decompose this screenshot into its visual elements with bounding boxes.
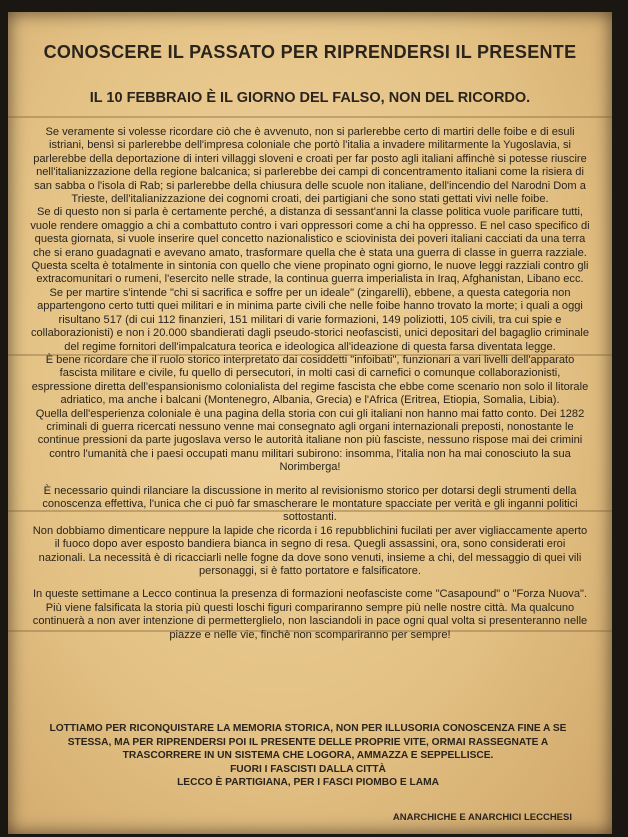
paragraph: In queste settimane a Lecco continua la presenza di formazioni neofasciste come "Casapound" o "Forza Nuova".	[32, 588, 588, 601]
paragraph: Se per martire s'intende "chi si sacrifica e soffre per un ideale" (zingarelli), ebbene, a questa categoria non appartengono certo tutti quei militari e in minima parte civili che nelle foibe hanno trovato la morte; i quali a oggi risultano 517 (di cui 112 finanzieri, 151 militari di varie formazioni, 149 poliziotti, 105 civili, tra cui spie e collaborazionisti) e non i 20.000 sbandierati dagli pseudo-storici neofascisti, unici depositari del bagaglio criminale del regime fornitori dell'impalcatura teorica e ideologica all'ideazione di questa farsa diventata legge.	[30, 286, 590, 353]
closing-line: FUORI I FASCISTI DALLA CITTÀ	[230, 763, 386, 775]
poster-title: CONOSCERE IL PASSATO PER RIPRENDERSI IL PRESENTE	[43, 42, 577, 62]
paragraph: Non dobbiamo dimenticare neppure la lapide che ricorda i 16 repubblichini fucilati per aver vigliaccamente aperto il fuoco dopo aver esposto bandiera bianca in segno di resa. Quegli assassini, ora, sono considerati eroi nazionali. La necessità è di ricacciarli nelle fogne da dove sono venuti, insieme a chi, del messaggio di quei vili personaggi, si è fatto portatore e falsificatore.	[32, 524, 588, 577]
paragraph: È necessario quindi rilanciare la discussione in merito al revisionismo storico per dotarsi degli strumenti della conoscenza effettiva, l'unica che ci può far smascherare le montature spacciate per verità e gli inganni politici sottostanti.	[42, 484, 578, 524]
poster	[8, 12, 612, 834]
paragraph: È bene ricordare che il ruolo storico interpretato dai cosiddetti "infoibati", funzionari a vari livelli dell'apparato fascista militare e civile, fu quello di persecutori, in molti casi di carnefici o comunque collaborazionisti, espressione diretta dell'espansionismo colonialista del regime fascista che ebbe come scenario non solo il litorale adriatico, ma anche i balcani (Montenegro, Albania, Grecia) e l'Africa (Eritrea, Etiopia, Somalia, Libia).	[31, 353, 589, 407]
paragraph: Più viene falsificata la storia più questi loschi figuri compariranno sempre più nelle nostre città. Ma qualcuno continuerà a non aver intenzione di permetterglielo, non lasciandoli in pace ogni qual volta si presenteranno nelle piazze e nelle vie, finchè non scompariranno per sempre!	[32, 601, 588, 641]
paragraph: Quella dell'esperienza coloniale è una pagina della storia con cui gli italiani non hanno mai fatto conto. Dei 1282 criminali di guerra ricercati nessuno venne mai consegnato agli organi internazionali preposti, nonostante le continue pressioni da parte jugoslava verso le autorità italiane non più fasciste, nessuno rispose mai dei crimini contro l'umanità che i paesi occupati manu militari subirono: insomma, l'italia non ha mai conosciuto la sua Norimberga!	[35, 407, 585, 474]
poster-subtitle: IL 10 FEBBRAIO È IL GIORNO DEL FALSO, NON DEL RICORDO.	[89, 90, 531, 106]
closing-line: LOTTIAMO PER RICONQUISTARE LA MEMORIA STORICA, NON PER ILLUSORIA CONOSCENZA FINE A SE STESSA, MA PER RIPRENDERSI POI IL PRESENTE DELLE PROPRIE VITE, ORMAI RASSEGNATE A TRASCORRERE IN UN SISTEMA CHE LOGORA, AMMAZZA E SEPPELLISCE.	[49, 723, 567, 762]
closing-line: LECCO È PARTIGIANA, PER I FASCI PIOMBO E LAMA	[177, 777, 439, 789]
paragraph: Questa scelta è totalmente in sintonia con quello che viene propinato ogni giorno, le nuove leggi razziali contro gli extracomunitari o rumeni, l'esercito nelle strade, la continua guerra imperialista in Iraq, Afghanistan, Libano ecc.	[31, 260, 589, 286]
paper-crease	[8, 116, 612, 118]
signature: ANARCHICHE E ANARCHICI LECCHESI	[392, 812, 572, 823]
paragraph: Se veramente si volesse ricordare ciò che è avvenuto, non si parlerebbe certo di martiri delle foibe e di esuli istriani, bensì si parlerebbe dell'impresa coloniale che portò l'italia a invadere militarmente la Yugoslavia, si parlerebbe della deportazione di interi villaggi sloveni e croati per far posto agli italiani affinchè si potesse riuscire nell'italianizzazione della regione balcanica; si parlerebbe dei campi di concentramento italiani come la risiera di san sabba o l'isola di Rab; si parlerebbe della chiusura delle scuole non italiane, dell'incendio del Narodni Dom a Trieste, dell'italianizzazione dei cognomi croati, dei partigiani che sono stati gettati vivi nelle foibe.	[33, 126, 587, 206]
poster-body	[30, 126, 590, 642]
paragraph: Se di questo non si parla è certamente perché, a distanza di sessant'anni la classe politica vuole parificare tutti, vuole rendere omaggio a chi a combattuto contro i vari oppressori come a chi ha oppresso. E nel caso specifico di questa giornata, si vuole inserire quel concetto nazionalistico e sciovinista dei poveri italiani cacciati da una terra che si erano guadagnati e avevano amato, trasformare quella che è stata una guerra di classe in guerra razziale.	[30, 206, 590, 259]
closing-slogans	[48, 722, 568, 790]
